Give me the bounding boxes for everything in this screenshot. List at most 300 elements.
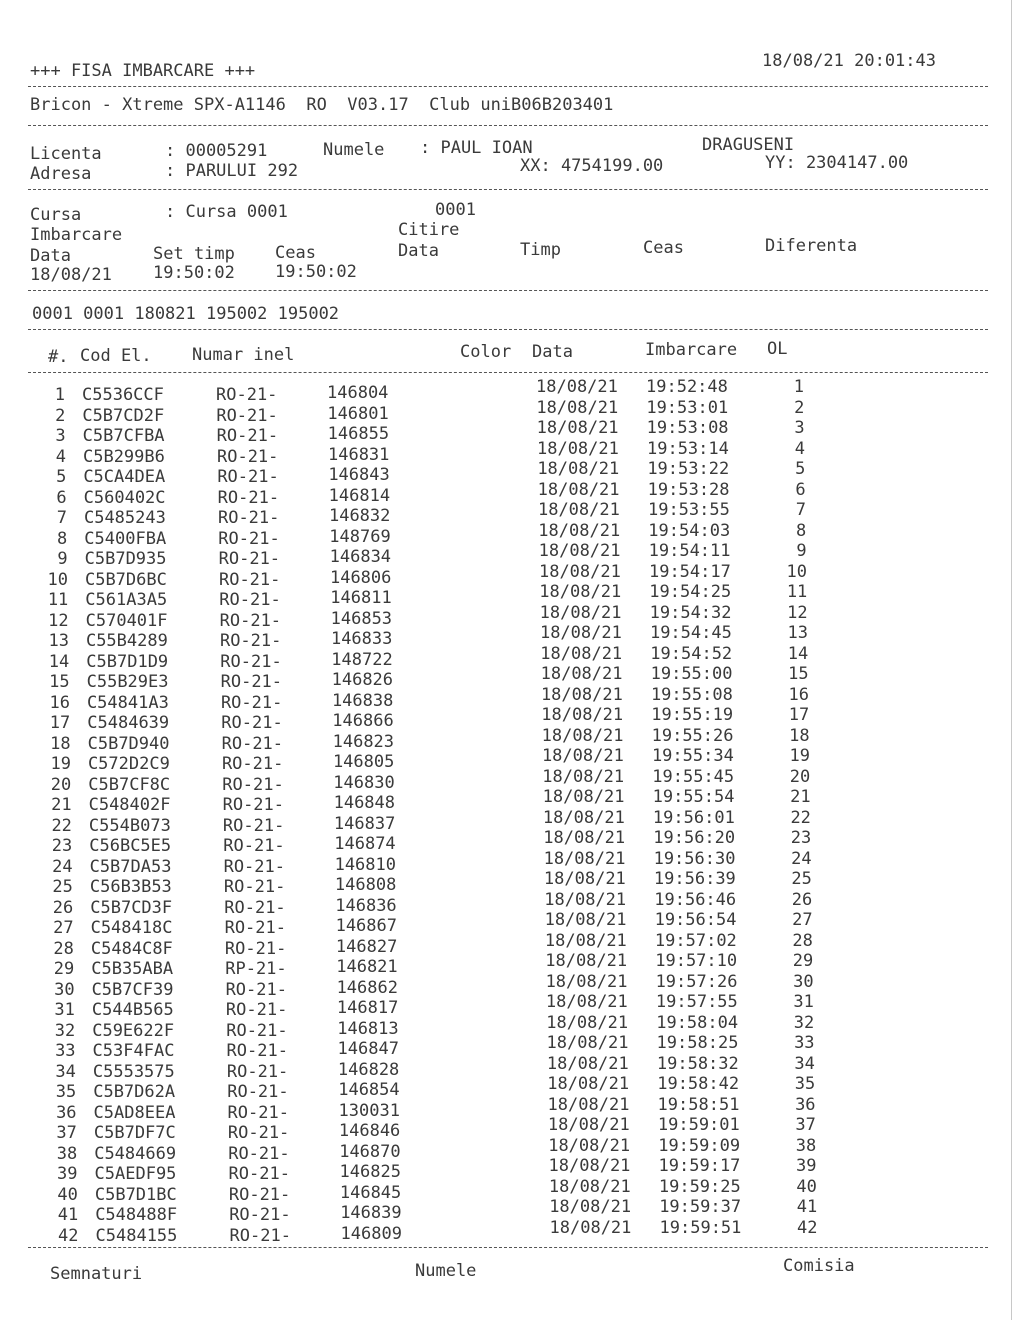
row-date: 18/08/21 <box>537 479 620 500</box>
row-prefix: RO-21- <box>219 631 282 651</box>
col-ol: OL <box>767 339 788 359</box>
row-date: 18/08/21 <box>545 971 628 992</box>
table-row <box>0 643 1024 672</box>
row-prefix: RO-21- <box>221 733 284 754</box>
col-inel: Numar inel <box>192 345 295 365</box>
table-row <box>0 500 1024 528</box>
col-data: Data <box>532 342 573 362</box>
table-row <box>0 418 1024 446</box>
course-code-line: 0001 0001 180821 195002 195002 <box>32 304 340 324</box>
row-date: 18/08/21 <box>538 541 621 561</box>
row-number: 11 <box>47 590 69 610</box>
coord-yy: YY: 2304147.00 <box>765 153 909 173</box>
row-number: 41 <box>57 1205 79 1225</box>
row-ring: 146839 <box>340 1203 402 1223</box>
row-ol: 32 <box>793 1012 815 1033</box>
row-ring: 146830 <box>333 772 395 793</box>
row-number: 12 <box>48 610 69 631</box>
row-date: 18/08/21 <box>547 1115 630 1135</box>
row-date: 18/08/21 <box>548 1176 631 1197</box>
row-cod: C5484155 <box>95 1225 178 1246</box>
row-ring: 146805 <box>332 752 395 772</box>
row-number: 14 <box>48 651 70 672</box>
row-prefix: RO-21- <box>224 897 286 918</box>
footer-semnaturi: Semnaturi <box>50 1264 143 1284</box>
row-prefix: RO-21- <box>218 569 281 590</box>
row-date: 18/08/21 <box>549 1197 632 1217</box>
row-cod: C59E622F <box>92 1020 175 1041</box>
data-label: Data <box>30 246 71 266</box>
row-ring: 146855 <box>327 424 390 444</box>
row-prefix: RO-21- <box>223 877 286 897</box>
cursa-label: Cursa <box>30 205 82 225</box>
row-ol: 36 <box>795 1094 816 1115</box>
row-time: 19:56:54 <box>654 910 737 930</box>
row-time: 19:56:20 <box>653 828 736 848</box>
row-cod: C5B35ABA <box>91 959 174 979</box>
ceas-label: Ceas <box>275 243 316 263</box>
row-cod: C55B29E3 <box>86 672 169 692</box>
row-ring: 146804 <box>327 383 389 403</box>
row-cod: C56B3B53 <box>89 877 172 897</box>
row-cod: C5B7CD3F <box>90 897 173 918</box>
row-prefix: RO-21- <box>221 713 283 733</box>
row-time: 19:54:11 <box>648 541 731 561</box>
row-prefix: RO-21- <box>224 918 286 938</box>
row-number: 13 <box>48 631 69 651</box>
row-cod: C5B7D935 <box>84 549 167 569</box>
row-number: 17 <box>49 713 71 733</box>
col-imbarcare: Imbarcare <box>645 340 738 360</box>
table-row <box>0 664 1024 692</box>
row-date: 18/08/21 <box>545 992 628 1012</box>
table-row <box>0 541 1024 569</box>
row-ol: 24 <box>791 848 812 869</box>
row-cod: C54841A3 <box>86 692 169 713</box>
row-time: 19:54:45 <box>649 623 732 643</box>
row-time: 19:55:26 <box>651 725 734 746</box>
row-ring: 148769 <box>329 526 391 547</box>
row-ol: 20 <box>789 766 811 787</box>
row-ol: 13 <box>787 623 808 643</box>
row-ring: 146813 <box>337 1018 399 1039</box>
row-date: 18/08/21 <box>536 377 618 397</box>
row-number: 36 <box>56 1102 77 1123</box>
row-ring: 146806 <box>329 567 392 588</box>
row-ring: 146845 <box>339 1182 402 1203</box>
separator <box>28 329 988 330</box>
separator <box>28 290 988 291</box>
row-ol: 30 <box>793 971 814 992</box>
row-prefix: RO-21- <box>228 1143 290 1164</box>
row-ring: 146817 <box>336 998 399 1018</box>
row-number: 38 <box>56 1143 78 1164</box>
row-cod: C5B7D1BC <box>94 1184 177 1205</box>
row-prefix: RO-21- <box>223 836 285 856</box>
row-ol: 41 <box>796 1197 818 1217</box>
row-number: 42 <box>58 1225 79 1246</box>
row-cod: C5B7CF39 <box>91 979 174 1000</box>
row-cod: C5484C8F <box>90 938 173 959</box>
row-ol: 4 <box>794 438 805 459</box>
row-ol: 40 <box>796 1176 817 1197</box>
row-ol: 5 <box>795 459 806 479</box>
row-prefix: RO-21- <box>225 979 287 1000</box>
row-date: 18/08/21 <box>544 889 627 910</box>
row-cod: C561A3A5 <box>85 590 168 610</box>
row-prefix: RO-21- <box>218 549 281 569</box>
row-time: 19:57:10 <box>655 951 738 971</box>
row-time: 19:54:03 <box>648 520 731 541</box>
row-date: 18/08/21 <box>540 643 623 664</box>
row-cod: C56BC5E5 <box>89 836 172 856</box>
row-ring: 146853 <box>330 608 393 629</box>
row-number: 4 <box>55 446 66 467</box>
device-line: Bricon - Xtreme SPX-A1146 RO V03.17 Club uniB06B203401 <box>30 95 614 115</box>
row-ol: 34 <box>794 1053 815 1074</box>
row-time: 19:56:39 <box>653 869 736 889</box>
coord-xx: XX: 4754199.00 <box>520 156 664 176</box>
row-ring: 146825 <box>339 1162 401 1182</box>
row-date: 18/08/21 <box>541 725 624 746</box>
row-ol: 33 <box>794 1033 815 1053</box>
row-prefix: RO-21- <box>220 672 283 692</box>
row-ol: 18 <box>789 725 810 746</box>
row-time: 19:59:17 <box>658 1156 741 1176</box>
set-timp-label: Set timp <box>153 244 235 264</box>
row-time: 19:55:08 <box>650 684 733 705</box>
row-ol: 12 <box>787 602 808 623</box>
row-number: 33 <box>55 1041 76 1061</box>
row-time: 19:58:42 <box>657 1074 740 1094</box>
table-row <box>0 479 1024 508</box>
row-number: 27 <box>53 918 74 938</box>
row-ol: 3 <box>794 418 805 438</box>
row-cod: C5B7CF8C <box>88 774 171 795</box>
row-time: 19:58:32 <box>656 1053 739 1074</box>
row-time: 19:53:01 <box>646 397 729 418</box>
row-date: 18/08/21 <box>536 397 619 418</box>
row-prefix: RO-21- <box>227 1123 290 1143</box>
row-prefix: RO-21- <box>219 590 281 610</box>
row-cod: C548488F <box>95 1205 178 1225</box>
row-number: 9 <box>57 549 68 569</box>
data-value: 18/08/21 <box>30 265 112 285</box>
row-time: 19:56:01 <box>652 807 735 828</box>
table-row <box>0 520 1024 549</box>
row-date: 18/08/21 <box>541 746 624 766</box>
row-prefix: RO-21- <box>218 528 280 549</box>
row-ol: 35 <box>794 1074 816 1094</box>
row-ring: 146848 <box>333 793 396 813</box>
row-date: 18/08/21 <box>543 848 626 869</box>
table-row <box>0 725 1024 754</box>
row-ring: 146808 <box>334 875 397 895</box>
row-time: 19:53:55 <box>647 500 730 520</box>
citire-data-label: Data <box>398 241 439 261</box>
table-row <box>0 459 1024 487</box>
row-number: 1 <box>54 385 65 405</box>
separator <box>28 372 988 373</box>
row-ring: 146823 <box>332 731 395 752</box>
row-cod: C5AD8EEA <box>93 1102 176 1123</box>
row-prefix: RO-21- <box>217 467 279 487</box>
row-cod: C548402F <box>88 795 171 815</box>
row-ring: 146810 <box>334 854 396 875</box>
row-ring: 146862 <box>336 977 398 998</box>
row-cod: C548418C <box>90 918 173 938</box>
row-cod: C5B7D62A <box>93 1082 176 1102</box>
row-ol: 8 <box>796 520 807 541</box>
row-date: 18/08/21 <box>540 664 623 684</box>
row-number: 28 <box>53 938 74 959</box>
row-ring: 130031 <box>338 1100 400 1121</box>
row-time: 19:55:45 <box>652 766 735 787</box>
table-row <box>0 602 1024 631</box>
row-time: 19:56:46 <box>654 889 737 910</box>
row-cod: C544B565 <box>91 1000 174 1020</box>
row-ring: 146837 <box>333 813 396 834</box>
row-ring: 146832 <box>328 506 391 526</box>
row-date: 18/08/21 <box>539 582 622 602</box>
row-date: 18/08/21 <box>542 807 625 828</box>
row-ol: 15 <box>788 664 809 684</box>
row-prefix: RO-21- <box>225 1000 288 1020</box>
row-date: 18/08/21 <box>544 910 627 930</box>
row-time: 19:57:26 <box>655 971 738 992</box>
row-date: 18/08/21 <box>537 459 620 479</box>
row-ring: 146866 <box>332 711 394 731</box>
row-prefix: RO-21- <box>217 487 280 508</box>
row-number: 31 <box>54 1000 75 1020</box>
row-ol: 27 <box>792 910 813 930</box>
row-time: 19:57:55 <box>655 992 738 1012</box>
row-prefix: RO-21- <box>222 815 285 836</box>
row-cod: C53F4FAC <box>92 1041 175 1061</box>
row-date: 18/08/21 <box>541 705 624 725</box>
table-row <box>0 684 1024 713</box>
row-cod: C5484669 <box>94 1143 177 1164</box>
row-cod: C5B7D6BC <box>84 569 167 590</box>
table-row <box>0 1217 1024 1246</box>
row-ol: 28 <box>792 930 813 951</box>
row-ring: 146833 <box>330 629 393 649</box>
footer-numele: Numele <box>415 1261 477 1281</box>
row-date: 18/08/21 <box>548 1156 631 1176</box>
row-prefix: RO-21- <box>216 426 279 446</box>
row-ring: 146821 <box>336 957 398 977</box>
row-prefix: RO-21- <box>222 795 285 815</box>
footer-comisia: Comisia <box>783 1256 855 1276</box>
row-ol: 19 <box>789 746 810 766</box>
row-ol: 14 <box>787 643 809 664</box>
set-timp-value: 19:50:02 <box>153 263 235 283</box>
row-cod: C572D2C9 <box>87 754 170 774</box>
row-number: 32 <box>54 1020 76 1041</box>
adresa-label: Adresa <box>30 164 92 184</box>
row-ring: 146854 <box>338 1080 400 1100</box>
row-time: 19:59:51 <box>659 1217 742 1238</box>
table-row <box>0 1053 1024 1082</box>
row-time: 19:54:32 <box>649 602 732 623</box>
cursa-value: : Cursa 0001 <box>165 202 288 222</box>
cursa-code: 0001 <box>435 200 476 220</box>
table-row <box>0 1094 1024 1123</box>
table-row <box>0 848 1024 877</box>
table-row <box>0 561 1024 590</box>
row-time: 19:59:01 <box>657 1115 740 1135</box>
row-ring: 146827 <box>335 936 398 957</box>
row-prefix: RO-21- <box>217 508 280 528</box>
row-number: 3 <box>55 426 66 446</box>
row-prefix: RO-21- <box>216 446 279 467</box>
table-row <box>0 951 1024 979</box>
row-cod: C560402C <box>83 487 166 508</box>
row-time: 19:55:34 <box>651 746 734 766</box>
row-ol: 6 <box>795 479 806 500</box>
row-number: 30 <box>54 979 75 1000</box>
table-row <box>0 1197 1024 1225</box>
row-ring: 146847 <box>337 1039 399 1059</box>
row-time: 19:53:22 <box>647 459 730 479</box>
row-cod: C5B7D1D9 <box>86 651 169 672</box>
diferenta-label: Diferenta <box>765 236 858 256</box>
row-prefix: RO-21- <box>216 405 278 426</box>
row-ol: 16 <box>788 684 809 705</box>
row-ol: 9 <box>796 541 807 561</box>
row-ring: 146867 <box>335 916 397 936</box>
row-number: 15 <box>49 672 70 692</box>
row-prefix: RO-21- <box>228 1184 291 1205</box>
row-ol: 7 <box>795 500 806 520</box>
row-time: 19:55:54 <box>652 787 735 807</box>
row-prefix: RO-21- <box>222 774 284 795</box>
citire-label: Citire <box>398 220 460 240</box>
table-row <box>0 1115 1024 1143</box>
row-cod: C5536CCF <box>82 385 164 405</box>
row-ring: 146836 <box>335 895 397 916</box>
row-prefix: RO-21- <box>219 610 282 631</box>
row-number: 18 <box>50 733 71 754</box>
row-prefix: RO-21- <box>220 651 282 672</box>
table-row <box>0 910 1024 938</box>
table-row <box>0 766 1024 795</box>
table-row <box>0 746 1024 774</box>
row-ol: 38 <box>795 1135 817 1156</box>
table-row <box>0 1156 1024 1184</box>
row-time: 19:59:25 <box>658 1176 741 1197</box>
row-time: 19:53:08 <box>646 418 729 438</box>
row-time: 19:55:00 <box>650 664 733 684</box>
row-cod: C5400FBA <box>84 528 167 549</box>
row-ring: 146826 <box>331 670 394 690</box>
table-row <box>0 397 1024 426</box>
row-date: 18/08/21 <box>542 766 625 787</box>
row-prefix: RO-21- <box>220 692 283 713</box>
row-time: 19:53:14 <box>646 438 729 459</box>
row-date: 18/08/21 <box>546 1033 629 1053</box>
row-ol: 23 <box>790 828 812 848</box>
separator <box>28 1247 988 1248</box>
row-number: 35 <box>55 1082 77 1102</box>
row-number: 10 <box>47 569 68 590</box>
table-row <box>0 992 1024 1020</box>
locality: DRAGUSENI <box>702 135 795 155</box>
row-date: 18/08/21 <box>536 438 619 459</box>
row-ring: 146814 <box>328 485 391 506</box>
imbarcare-label: Imbarcare <box>30 225 123 245</box>
row-date: 18/08/21 <box>548 1135 631 1156</box>
row-ol: 25 <box>791 869 812 889</box>
table-row <box>0 1176 1024 1205</box>
row-ring: 146838 <box>331 690 394 711</box>
row-date: 18/08/21 <box>545 951 628 971</box>
numele-value: : PAUL IOAN <box>420 138 533 158</box>
row-cod: C5B7D940 <box>87 733 170 754</box>
row-number: 20 <box>50 774 72 795</box>
row-time: 19:58:04 <box>656 1012 739 1033</box>
row-number: 16 <box>49 692 70 713</box>
table-row <box>0 787 1024 815</box>
table-row <box>0 807 1024 836</box>
row-cod: C5B7DF7C <box>93 1123 176 1143</box>
row-prefix: RO-21- <box>221 754 284 774</box>
row-number: 24 <box>52 856 73 877</box>
row-ol: 26 <box>791 889 813 910</box>
row-time: 19:58:51 <box>657 1094 740 1115</box>
row-number: 40 <box>57 1184 78 1205</box>
row-number: 26 <box>52 897 74 918</box>
row-number: 7 <box>56 508 67 528</box>
row-ol: 17 <box>788 705 810 725</box>
row-date: 18/08/21 <box>538 561 621 582</box>
row-prefix: RO-21- <box>227 1082 289 1102</box>
row-date: 18/08/21 <box>544 930 627 951</box>
row-time: 19:52:48 <box>646 377 728 397</box>
licenta-value: : 00005291 <box>165 141 268 161</box>
row-ring: 146811 <box>330 588 392 608</box>
row-ol: 2 <box>794 397 805 418</box>
row-ring: 146870 <box>339 1141 401 1162</box>
row-ol: 11 <box>786 582 808 602</box>
row-ol: 31 <box>793 992 814 1012</box>
row-number: 2 <box>55 405 66 426</box>
row-cod: C5B299B6 <box>82 446 165 467</box>
table-row <box>0 971 1024 1000</box>
row-prefix: RO-21- <box>227 1102 289 1123</box>
row-time: 19:54:25 <box>649 582 732 602</box>
print-datetime: 18/08/21 20:01:43 <box>762 51 936 71</box>
row-date: 18/08/21 <box>546 1012 629 1033</box>
row-ring: 146831 <box>327 444 390 465</box>
table-row <box>0 582 1024 610</box>
row-ring: 146809 <box>340 1223 402 1244</box>
ceas-value: 19:50:02 <box>275 262 357 282</box>
row-time: 19:55:19 <box>651 705 734 725</box>
row-ring: 146843 <box>328 465 390 485</box>
separator <box>28 86 988 87</box>
row-cod: C5B7CD2F <box>82 405 165 426</box>
row-date: 18/08/21 <box>540 684 623 705</box>
row-time: 19:57:02 <box>654 930 737 951</box>
row-number: 19 <box>50 754 71 774</box>
row-date: 18/08/21 <box>549 1217 632 1238</box>
row-prefix: RO-21- <box>226 1020 288 1041</box>
row-cod: C5CA4DEA <box>83 467 166 487</box>
row-ol: 42 <box>797 1217 818 1238</box>
row-ring: 146801 <box>327 403 389 424</box>
row-cod: C5B7CFBA <box>82 426 165 446</box>
